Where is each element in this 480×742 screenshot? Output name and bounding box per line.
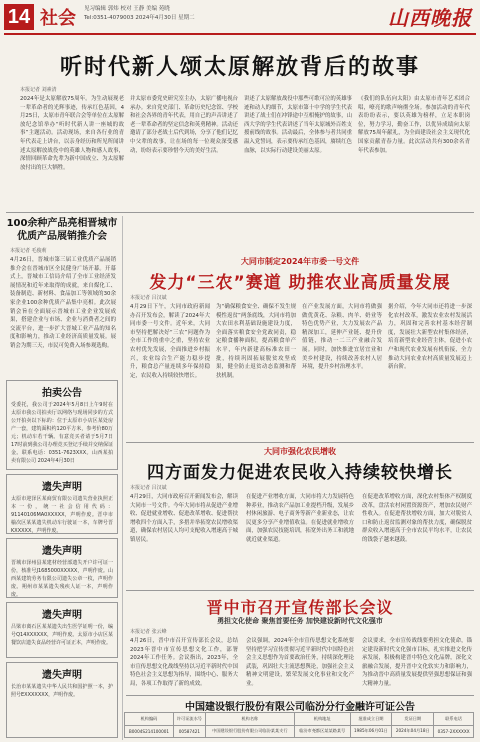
- box1-body: 4月26日，晋城市第三届工业优质产品展销推介会在晋城市区全民健身广场开幕。开幕式上，晋城市工信局介绍了全市工业经济发展情况和近年来取得的成就，来自煤化工、装备制造、新材料、食品加工等领域的30余家企业100余种优质产品集中亮相。此次展销会旨在全面展示晋城市工业企业发展成果，搭建企业与市场、企业与消费者之间的交流平台，进一步扩大晋城工业产品的知名度和影响力，推动工业经济高质量发展。展销会为期三天，市民可免费入场参观选购。: [10, 257, 116, 349]
- page-number: 14: [4, 4, 34, 30]
- story2-col-3: 在产业发展方面，大同市将做强做优黄花、杂粮、肉羊、奶业等特色优势产业，大力发展农产品精深加工，延伸产业链、提升价值链，推动一二三产业融合发展。同时，加快推进宜居宜业和美乡村建设，持续改善农村人居环境，提升乡村治理水平。: [302, 304, 382, 371]
- lead-col-4: 《我们的队伍向太阳》由太原市青年艺术团合唱，嘹亮的歌声响彻全场。参加活动的青年代表纷纷表示，要以英雄为榜样，立足本职岗位，努力学习，勤奋工作，以优异成绩向太原解放75周年献礼，为全面建设社会主义现代化国家贡献青春力量。此次活动共有300余名青年代表参加。: [358, 96, 470, 154]
- story4-divider: [126, 695, 474, 696]
- table-header-row: [125, 713, 474, 726]
- box1-title: 100余种产品亮相晋城市优质产品展销推介会: [6, 218, 118, 242]
- table-header-cell: 机构名称: [205, 713, 294, 726]
- masthead-logo: 山西晚报: [388, 6, 472, 30]
- story4-col-1: 4月26日，晋中市召开宣传部长会议，总结2023年晋中市宣传思想文化工作，部署2024年工作任务。会议指出，2023年，全市宣传思想文化战线坚持以习近平新时代中国特色社会主义思想为指导，围绕中心、服务大局，各项工作取得了新的成效。: [130, 638, 238, 687]
- table-header-cell: 许可证流水号: [173, 713, 205, 726]
- story4-subheadline: 勇担文化使命 聚焦首要任务 加快建设新时代文化强市: [217, 617, 383, 625]
- lead-byline: 本报记者 刘素清: [20, 87, 57, 93]
- story3-col-3: 在促进改革增收方面，深化农村集体产权制度改革，盘活农村闲置资源资产，增加农民财产性收入。在促进帮扶增收方面，加大对脱贫人口和防止返贫监测对象的帮扶力度，确保脱贫群众收入增速高于全市农民平均水平，让农民的钱袋子越来越鼓。: [362, 494, 472, 543]
- story3-col-1: 4月29日，大同市政府召开新闻发布会，解读大同市一号文件。今年大同市将从促进产业增收、促进就业增收、促进改革增收、促进帮扶增收四个方面入手，多措并举拓宽农民增收渠道，确保农村居民人均可支配收入增速高于城镇居民。: [130, 494, 238, 543]
- editor-line: 见习编辑 郭炜 校对 王静 美编 苑晓: [84, 6, 170, 12]
- story2-col-4: 据介绍，今年大同市还将进一步深化农村改革，激发农业农村发展活力，巩固和完善农村基本经营制度，发展壮大新型农村集体经济，培育新型农业经营主体，促进小农户和现代农业发展有机衔接，全力推动大同农业农村高质量发展迈上新台阶。: [388, 304, 472, 371]
- table-header-cell: 批准成立日期: [350, 713, 392, 726]
- column-divider: [122, 216, 123, 740]
- table-row: [125, 725, 474, 738]
- table-cell: B0004S214100001: [125, 725, 174, 738]
- lead-col-1: 2024年是太原解放75周年。为生动展现老一辈革命者的光辉事迹，传承红色基因，4月25日，太原市青年联合会等单位在太原解放纪念馆举办“听时代新人讲一座城的故事”主题活动。活动现场，来自各行业的青年代表走上讲台，以亲身经历和所见所闻讲述太原解放战役中的英雄人物和感人故事，深情回顾革命先辈为新中国成立、为太原解放付出的巨大牺牲。: [20, 96, 124, 171]
- table-cell: 2024年04月18日: [392, 725, 434, 738]
- story2-headline: 发力“三农”赛道 助推农业高质量发展: [149, 273, 451, 293]
- date-line: Tel:0351-4079003 2024年4月30日 星期二: [84, 15, 195, 21]
- story2-divider: [126, 442, 474, 443]
- story4-headline: 晋中市召开宣传部长会议: [206, 598, 394, 617]
- story2-col-2: 为“确保粮食安全、确保不发生规模性返贫”两条底线，大同市将加大农田水利基础设施建设力度，全面落实粮食安全党政同责，稳定粮食播种面积，提高粮食单产水平，年内新建高标准农田一批，持续巩固拓展脱贫攻坚成果，健全防止返贫动态监测和帮扶机制。: [216, 304, 296, 379]
- page-header: [0, 0, 480, 36]
- lead-divider: [6, 212, 474, 213]
- lead-headline: 听时代新人颂太原解放背后的故事: [59, 55, 420, 80]
- lost-notice-3: [6, 602, 118, 658]
- story3-headline: 四方面发力促进农民收入持续较快增长: [147, 463, 453, 483]
- table-cell: 临汾市尧都区某某路某号: [294, 725, 350, 738]
- table-header-cell: 发证日期: [392, 713, 434, 726]
- story2-byline: 本报记者 吕汉斌: [130, 295, 167, 301]
- lost-notice-1-title: 遗失声明: [42, 482, 82, 493]
- story3-byline: 本报记者 吕汉斌: [130, 485, 167, 491]
- box1-byline: 本报记者 毛俊莉: [10, 248, 47, 254]
- story4-byline: 本报记者 张云峰: [130, 629, 167, 635]
- table-cell: 0357-2XXXXXX: [434, 725, 474, 738]
- section-name: 社会: [40, 8, 76, 29]
- lost-notice-3-body: 吕梁市离石区某某遗失出生医学证明一份，编号Q14XXXXXX，声明作废。太原市小店区某餐饮店遗失食品经营许可证正本，声明作废。: [11, 624, 113, 646]
- story4-col-2: 会议强调，2024年全市宣传思想文化系统要坚持把学习宣传贯彻习近平新时代中国特色社会主义思想作为首要政治任务，持续深化理论武装，巩固壮大主流思想舆论，加强社会主义精神文明建设，繁荣发展文化事业和文化产业。: [246, 638, 354, 687]
- story4-col-3: 会议要求，全市宣传战线要勇担文化使命，锚定建设新时代文化强市目标，扎实推进文化传承发展，积极构建晋中特色文化品牌，深化文旅融合发展，提升晋中文化软实力和影响力，为推动晋中高质量发展提供坚强思想保证和强大精神力量。: [362, 638, 472, 687]
- story2-col-1: 4月29日下午，大同市政府新闻办召开发布会，解读了2024年大同市委一号文件。近年来，大同市坚持把解决好“三农”问题作为全市工作的重中之重，坚持农业农村优先发展，全面推进乡村振兴，农业综合生产能力稳步提升，粮食总产量连续多年保持稳定，农民收入持续较快增长。: [130, 304, 210, 379]
- lost-notice-2: [6, 538, 118, 598]
- table-cell: 中国建设银行股份有限公司临汾某某支行: [205, 725, 294, 738]
- auction-notice-body: 受委托，我公司于2024年5月8日上午9时在太原市我公司拍卖厅以网络与现场同步的方式公开拍卖以下标的：位于太原市小店区某处房产一套，建筑面积约120平方米，参考价80万元；机动车若干辆。有意竞买者请于5月7日17时前到我公司办理竞买登记手续并交纳保证金。联系电话：0351-7623XXX。山西某拍卖有限公司 2024年4月30日: [11, 402, 113, 464]
- bank-notice-title: 中国建设银行股份有限公司临汾分行金融许可证公告: [185, 702, 415, 713]
- bank-license-table: [124, 712, 474, 738]
- header-rule: [4, 33, 476, 35]
- lost-notice-2-body: 晋城市泽州县某建材经营部遗失开户许可证一份，核准号J1685000XXXXX，声明作废。山西某建筑劳务有限公司遗失公章一枚，声明作废。朔州市某某遗失残疾人证一本，声明作废。: [11, 560, 113, 598]
- lost-notice-4-title: 遗失声明: [42, 670, 82, 681]
- lost-notice-4-body: 长治市某某遗失中华人民共和国护照一本，护照号EXXXXXXX，声明作废。: [11, 684, 113, 698]
- table-cell: 1985年06月01日: [350, 725, 392, 738]
- story3-divider: [126, 590, 474, 591]
- lead-col-3: 讲述了太原解放战役中那些可歌可泣的英雄事迹和动人的细节，太原市第十中学的学生代表讲述了战士们在冲锋途中互相掩护的故事，山西大学的学生代表讲述了当年太原城外百姓支援前线的故事。活动最后，全体参与者共同重温入党誓词，表示要传承红色基因，赓续红色血脉，以实际行动建设美丽太原。: [244, 96, 352, 154]
- auction-notice: [6, 380, 118, 470]
- auction-notice-title: 拍卖公告: [42, 388, 82, 399]
- table-header-cell: 机构地址: [294, 713, 350, 726]
- lost-notice-4: [6, 662, 118, 738]
- table-cell: 00587421: [173, 725, 205, 738]
- table-header-cell: 机构编码: [125, 713, 174, 726]
- story3-col-2: 在促进产业增收方面，大同市将大力发展特色种养业，推动农产品加工业提档升级，发展乡村休闲旅游、电子商务等新产业新业态，让农民更多分享产业增值收益。在促进就业增收方面，加强农民技能培训，拓宽外出务工和就地就近就业渠道。: [246, 494, 354, 543]
- lost-notice-1: [6, 474, 118, 534]
- story2-kicker: 大同市制定2024年市委一号文件: [240, 257, 360, 266]
- story3-kicker: 大同市强化农民增收: [264, 447, 336, 456]
- lost-notice-1-body: 太原市迎泽区某商贸有限公司遗失营业执照正本一份，统一社会信用代码：91140106MA0XXXXX，声明作废。晋中市榆次区某某遗失机动车行驶证一本，车牌号晋KXXXXX，声明作废。: [11, 496, 113, 534]
- header-meta: [84, 5, 284, 23]
- lead-col-2: 并太原市委党史研究室主办，太原广播电视台承办。来自党史部门、革命历史纪念馆、学校和社会各界的青年代表，用自己的声音讲述了老一辈革命者的坚定信念和英勇精神。活动还邀请了部分老战士后代到场，分享了他们记忆中父辈的故事，让在场的每一位观众深受感动，纷纷表示要珍惜今天的美好生活。: [130, 96, 238, 154]
- lost-notice-2-title: 遗失声明: [42, 546, 82, 557]
- lost-notice-3-title: 遗失声明: [42, 610, 82, 621]
- table-header-cell: 联系电话: [434, 713, 474, 726]
